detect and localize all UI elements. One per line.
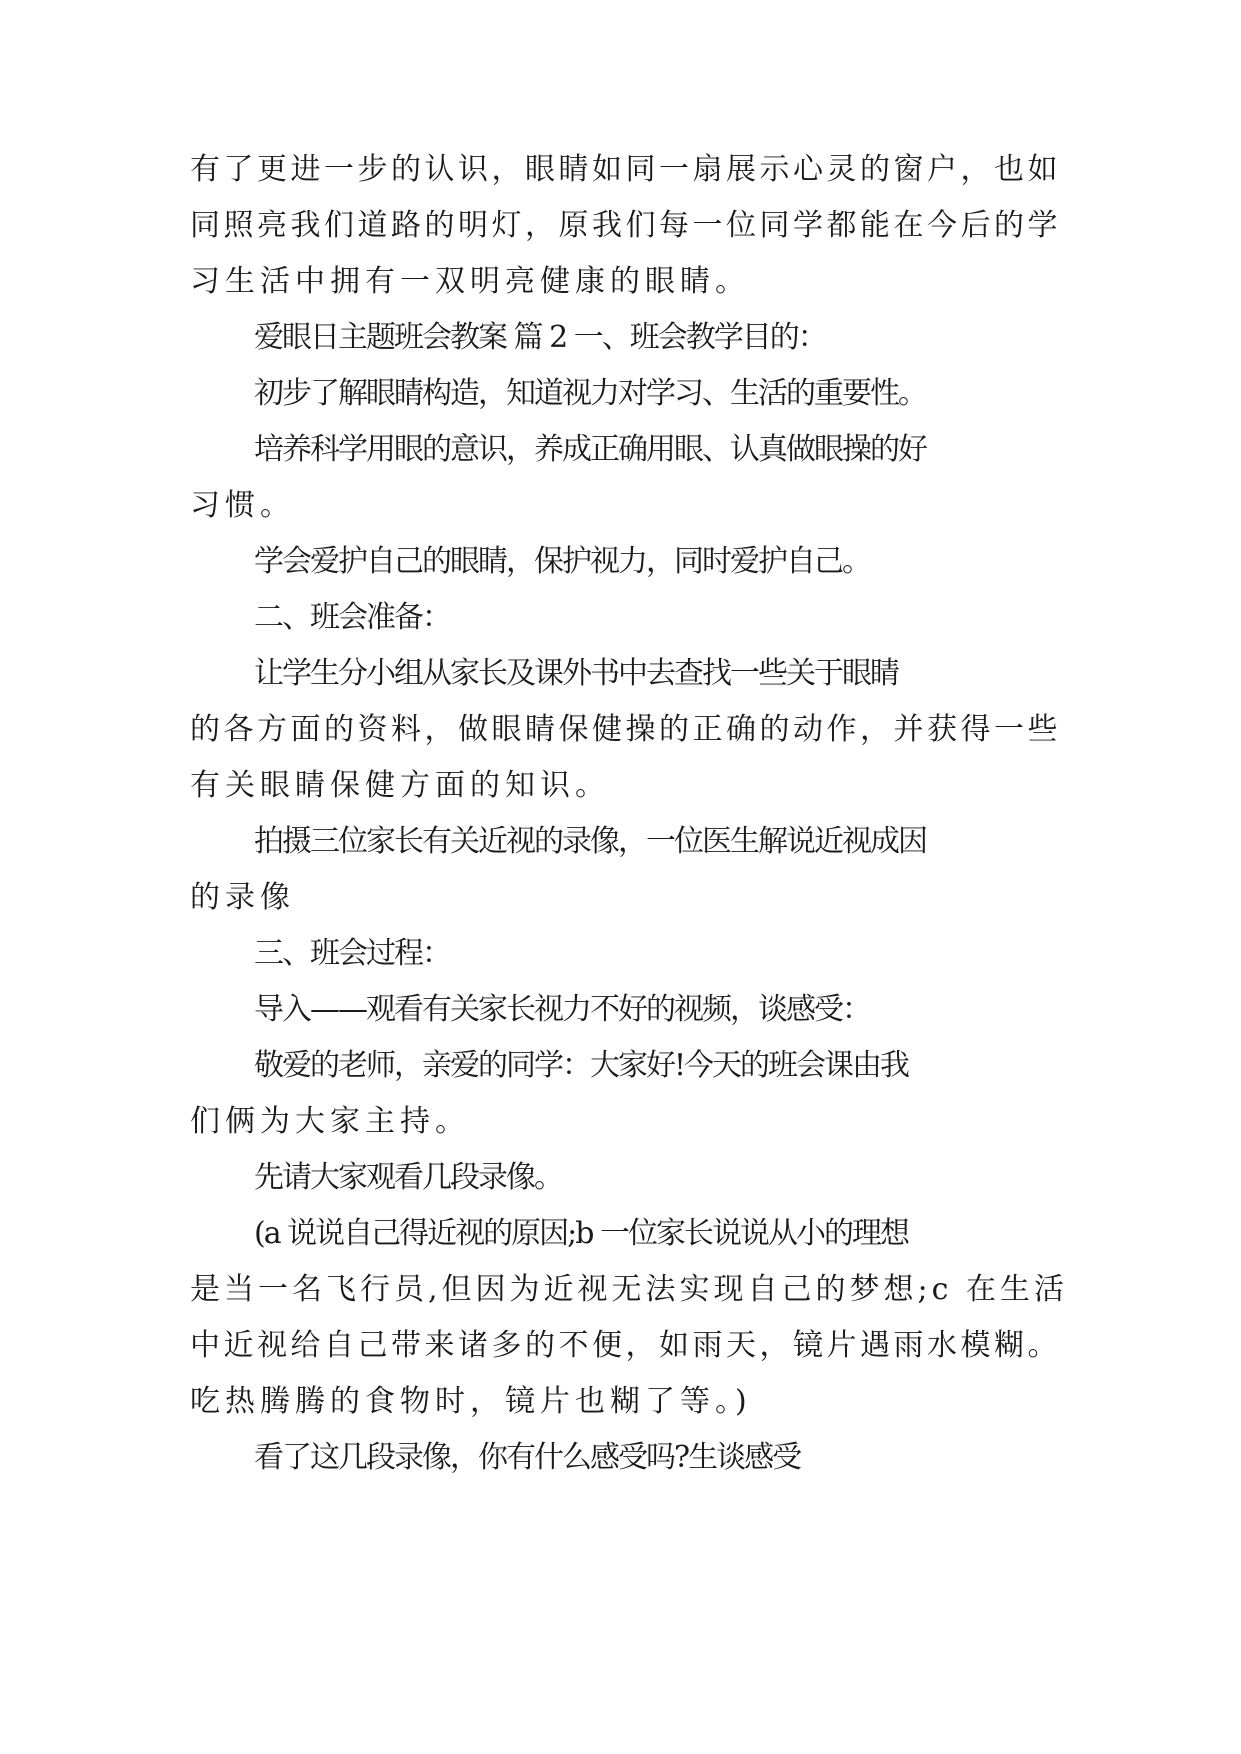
text-line: 有关眼睛保健方面的知识。	[190, 768, 610, 803]
text-line: 习生活中拥有一双明亮健康的眼睛。	[190, 264, 750, 299]
text-line: 学会爱护自己的眼睛，保护视力，同时爱护自己。	[254, 544, 870, 579]
text-line: 先请大家观看几段录像。	[254, 1160, 562, 1195]
text-line: 导入——观看有关家长视力不好的视频，谈感受：	[254, 992, 870, 1027]
text-line: 习惯。	[190, 488, 295, 523]
text-line: 让学生分小组从家长及课外书中去查找一些关于眼睛	[254, 656, 898, 691]
text-line: (a 说说自己得近视的原因;b 一位家长说说从小的理想	[254, 1216, 908, 1251]
text-line: 有了更进一步的认识，眼睛如同一扇展示心灵的窗户，也如	[190, 152, 1061, 187]
text-line: 敬爱的老师，亲爱的同学：大家好!今天的班会课由我	[254, 1048, 909, 1083]
text-line: 是当一名飞行员,但因为近视无法实现自己的梦想;c 在生活	[190, 1272, 1068, 1307]
text-line: 吃热腾腾的食物时，镜片也糊了等。)	[190, 1384, 752, 1419]
section-heading: 三、班会过程：	[254, 936, 450, 971]
text-line: 初步了解眼睛构造，知道视力对学习、生活的重要性。	[254, 376, 926, 411]
section-heading: 二、班会准备：	[254, 600, 450, 635]
text-line: 的各方面的资料，做眼睛保健操的正确的动作，并获得一些	[190, 712, 1061, 747]
text-line: 看了这几段录像，你有什么感受吗?生谈感受	[254, 1440, 801, 1475]
text-line: 培养科学用眼的意识，养成正确用眼、认真做眼操的好	[254, 432, 926, 467]
text-line: 们俩为大家主持。	[190, 1104, 470, 1139]
text-line: 同照亮我们道路的明灯，原我们每一位同学都能在今后的学	[190, 208, 1061, 243]
section-heading: 爱眼日主题班会教案 篇 2 一、班会教学目的：	[254, 320, 826, 355]
text-line: 的录像	[190, 880, 295, 915]
text-line: 拍摄三位家长有关近视的录像，一位医生解说近视成因	[254, 824, 926, 859]
text-line: 中近视给自己带来诸多的不便，如雨天，镜片遇雨水模糊。	[190, 1328, 1061, 1363]
